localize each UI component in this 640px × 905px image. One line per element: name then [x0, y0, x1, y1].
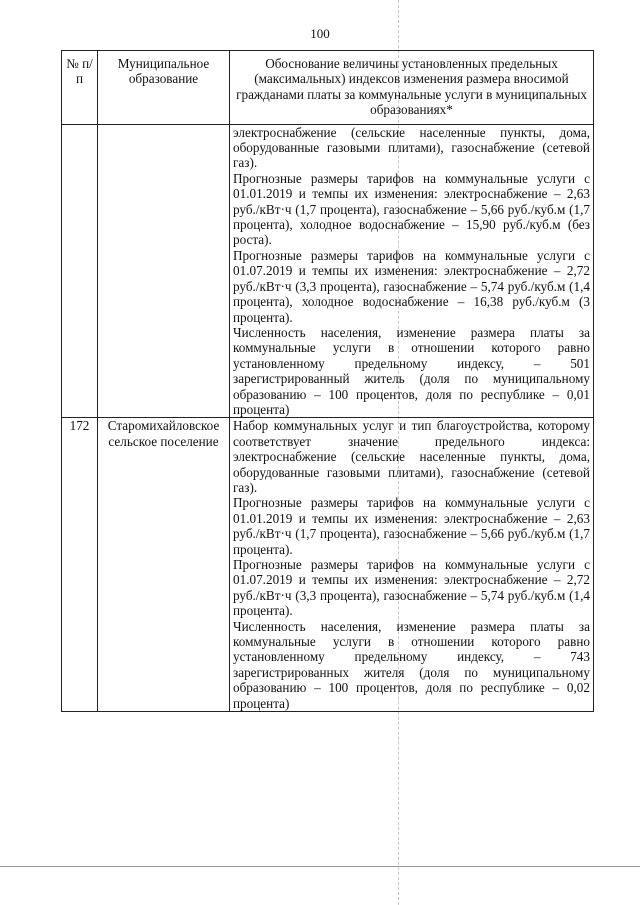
- paragraph: Набор коммунальных услуг и тип благоустройства, которому соответствует значение предельного индекса: электроснабжение (сельские населенные пункты, дома, оборудованные газовыми плитами), газоснабжение (сетевой газ).: [233, 418, 590, 495]
- table-row: [62, 124, 594, 418]
- header-municipality: Муниципальное образование: [98, 51, 230, 125]
- table-header-row: [62, 51, 594, 125]
- paragraph: Численность населения, изменение размера платы за коммунальные услуги в отношении которого равно установленному предельному индексу, – 501 зарегистрированный житель (доля по муниципальному образованию – 100 процентов, доля по республике – 0,01 процента): [233, 324, 590, 417]
- paragraph: Прогнозные размеры тарифов на коммунальные услуги с 01.07.2019 и темпы их изменения: электроснабжение – 2,72 руб./кВт·ч (3,3 процента), газоснабжение – 5,74 руб./куб.м (1,4 процента), холодное водоснабжение – 16,38 руб./куб.м (3 процента).: [233, 247, 590, 325]
- paragraph: Прогнозные размеры тарифов на коммунальные услуги с 01.01.2019 и темпы их изменения: электроснабжение – 2,63 руб./кВт·ч (1,7 процента), газоснабжение – 5,66 руб./куб.м (1,7 процента).: [233, 495, 590, 557]
- row-municipality: Старомихайловское сельское поселение: [98, 418, 230, 712]
- paragraph: электроснабжение (сельские населенные пункты, дома, оборудованные газовыми плитами), газоснабжение (сетевой газ).: [233, 124, 590, 171]
- paragraph: Численность населения, изменение размера платы за коммунальные услуги в отношении которого равно установленному предельному индексу, – 743 зарегистрированных жителя (доля по муниципальному образованию – 100 процентов, доля по республике – 0,02 процента): [233, 618, 590, 711]
- paragraph: Прогнозные размеры тарифов на коммунальные услуги с 01.07.2019 и темпы их изменения: электроснабжение – 2,72 руб./кВт·ч (3,3 процента), газоснабжение – 5,74 руб./куб.м (1,4 процента).: [233, 557, 590, 619]
- row-municipality: [98, 124, 230, 418]
- header-justification: Обоснование величины установленных предельных (максимальных) индексов изменения размера вносимой гражданами платы за коммунальные услуги в муниципальных образованиях*: [230, 51, 594, 125]
- header-number: № п/п: [62, 51, 98, 125]
- table-row: [62, 418, 594, 712]
- scan-bottom-edge: [0, 866, 640, 867]
- paragraph: Прогнозные размеры тарифов на коммунальные услуги с 01.01.2019 и темпы их изменения: электроснабжение – 2,63 руб./кВт·ч (1,7 процента), газоснабжение – 5,66 руб./куб.м (1,7 процента), холодное водоснабжение – 15,90 руб./куб.м (без роста).: [233, 170, 590, 248]
- row-number: [62, 124, 98, 418]
- tariff-table: [61, 50, 594, 712]
- row-justification: [230, 124, 594, 418]
- row-number: 172: [62, 418, 98, 712]
- row-justification: [230, 418, 594, 712]
- page-number: 100: [310, 26, 330, 41]
